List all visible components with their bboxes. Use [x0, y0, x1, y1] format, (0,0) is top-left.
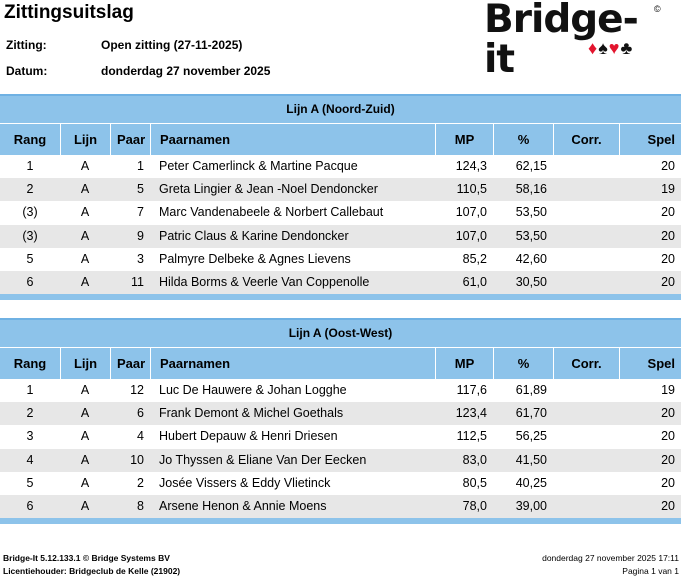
datum-label: Datum:: [6, 64, 48, 78]
cell-corr: [553, 178, 619, 201]
table-row: [0, 472, 681, 495]
cell-lijn: A: [80, 228, 90, 243]
cell-mp: 83,0: [462, 452, 487, 467]
cell-pct: 41,50: [515, 452, 547, 467]
table-row: [0, 225, 681, 248]
cell-rang: 5: [26, 251, 34, 266]
cell-pct: 40,25: [515, 475, 547, 490]
table-row: [0, 248, 681, 271]
table-row: [0, 425, 681, 448]
col-corr: Corr.: [553, 124, 619, 155]
cell-lijn: A: [80, 429, 90, 444]
cell-lijn: A: [80, 406, 90, 421]
cell-rang: 1: [26, 383, 34, 397]
cell-paarnamen: Peter Camerlinck & Martine Pacque: [159, 159, 358, 173]
section-oost-west: [0, 318, 681, 524]
cell-spel: 20: [661, 429, 675, 444]
diamond-icon: ♦: [588, 38, 599, 58]
cell-paar: 6: [137, 406, 144, 421]
cell-pct: 61,70: [515, 406, 547, 421]
cell-paarnamen: Arsene Henon & Annie Moens: [159, 498, 327, 513]
cell-rang: (3): [22, 228, 38, 243]
cell-paarnamen: Marc Vandenabeele & Norbert Callebaut: [159, 205, 384, 220]
cell-spel: 19: [661, 383, 675, 397]
footer-license: Licentiehouder: Bridgeclub de Kelle (21902): [3, 566, 181, 576]
cell-corr: [553, 225, 619, 248]
cell-paar: 4: [137, 429, 144, 444]
cell-paar: 10: [130, 452, 144, 467]
table-row: [0, 402, 681, 425]
cell-pct: 39,00: [515, 498, 547, 513]
cell-pct: 56,25: [515, 429, 547, 444]
cell-lijn: A: [80, 205, 90, 220]
bridge-it-logo: [484, 0, 664, 82]
section-noord-zuid: [0, 94, 681, 300]
cell-paar: 12: [130, 383, 144, 397]
spade-icon: ♠: [598, 38, 609, 58]
cell-pct: 62,15: [515, 159, 547, 173]
footer-page: Pagina 1 van 1: [622, 566, 679, 576]
cell-paar: 7: [137, 205, 144, 220]
cell-mp: 85,2: [462, 251, 487, 266]
cell-mp: 107,0: [455, 228, 487, 243]
table-header: [0, 347, 681, 379]
cell-paar: 2: [137, 475, 144, 490]
cell-paarnamen: Palmyre Delbeke & Agnes Lievens: [159, 251, 351, 266]
col-mp: MP: [435, 348, 493, 379]
table-body: [0, 379, 681, 518]
cell-lijn: A: [80, 251, 90, 266]
cell-paar: 3: [137, 251, 144, 266]
col-spel: Spel: [619, 348, 681, 379]
col-corr: Corr.: [553, 348, 619, 379]
cell-mp: 112,5: [456, 429, 487, 444]
cell-rang: 3: [26, 429, 34, 444]
cell-lijn: A: [80, 452, 90, 467]
cell-corr: [553, 271, 619, 294]
cell-paarnamen: Patric Claus & Karine Dendoncker: [159, 228, 349, 243]
cell-corr: [553, 155, 619, 178]
logo-registered-mark: ©: [654, 4, 661, 14]
table-header: [0, 123, 681, 155]
cell-corr: [553, 379, 619, 402]
table-row: [0, 155, 681, 178]
cell-pct: 53,50: [515, 205, 547, 220]
cell-spel: 20: [661, 159, 675, 173]
heart-icon: ♥: [608, 38, 621, 58]
cell-rang: 2: [26, 406, 34, 421]
cell-mp: 124,3: [455, 159, 487, 173]
table-row: [0, 201, 681, 224]
cell-corr: [553, 425, 619, 448]
cell-spel: 20: [661, 452, 675, 467]
cell-rang: 5: [26, 475, 34, 490]
cell-rang: 6: [26, 498, 34, 513]
col-paar: Paar: [110, 124, 150, 155]
cell-lijn: A: [80, 274, 90, 289]
col-lijn: Lijn: [60, 124, 110, 155]
cell-spel: 20: [661, 406, 675, 421]
cell-pct: 61,89: [515, 383, 547, 397]
col-rang: Rang: [13, 356, 47, 371]
col-paar: Paar: [110, 348, 150, 379]
cell-paar: 5: [137, 182, 144, 197]
club-icon: ♣: [620, 38, 634, 58]
cell-paarnamen: Luc De Hauwere & Johan Logghe: [159, 383, 347, 397]
cell-spel: 20: [661, 475, 675, 490]
cell-mp: 80,5: [462, 475, 487, 490]
zitting-value: Open zitting (27-11-2025): [101, 38, 243, 52]
section-title: Lijn A (Noord-Zuid): [0, 94, 681, 123]
cell-spel: 20: [661, 251, 675, 266]
cell-rang: 2: [26, 182, 34, 197]
page-title: Zittingsuitslag: [4, 2, 134, 23]
cell-paarnamen: Greta Lingier & Jean -Noel Dendoncker: [159, 182, 378, 197]
cell-spel: 20: [661, 228, 675, 243]
footer-timestamp: donderdag 27 november 2025 17:11: [542, 553, 679, 563]
cell-pct: 30,50: [515, 274, 547, 289]
zitting-label: Zitting:: [6, 38, 47, 52]
cell-lijn: A: [80, 383, 90, 397]
table-row: [0, 271, 681, 294]
table-body: [0, 155, 681, 294]
footer-version: Bridge-It 5.12.133.1 © Bridge Systems BV: [3, 553, 170, 563]
cell-rang: (3): [22, 205, 38, 220]
cell-mp: 110,5: [456, 182, 487, 197]
cell-lijn: A: [80, 498, 90, 513]
cell-corr: [553, 449, 619, 472]
cell-rang: 1: [26, 159, 34, 173]
col-pct: %: [493, 124, 553, 155]
cell-mp: 78,0: [462, 498, 487, 513]
col-paarnamen: Paarnamen: [150, 124, 435, 155]
cell-spel: 20: [661, 205, 675, 220]
table-row: [0, 178, 681, 201]
cell-corr: [553, 495, 619, 518]
cell-paarnamen: Josée Vissers & Eddy Vlietinck: [159, 475, 331, 490]
card-suits-icon: [588, 38, 633, 59]
cell-corr: [553, 402, 619, 425]
cell-mp: 107,0: [455, 205, 487, 220]
col-spel: Spel: [619, 124, 681, 155]
cell-corr: [553, 472, 619, 495]
cell-paarnamen: Frank Demont & Michel Goethals: [159, 406, 344, 421]
cell-paar: 11: [131, 274, 144, 289]
cell-pct: 53,50: [515, 228, 547, 243]
datum-value: donderdag 27 november 2025: [101, 64, 271, 78]
cell-pct: 42,60: [515, 251, 547, 266]
col-rang: Rang: [13, 132, 47, 147]
cell-rang: 6: [26, 274, 34, 289]
section-title: Lijn A (Oost-West): [0, 318, 681, 347]
cell-pct: 58,16: [515, 182, 547, 197]
cell-paarnamen: Jo Thyssen & Eliane Van Der Eecken: [159, 452, 367, 467]
cell-lijn: A: [80, 182, 90, 197]
col-pct: %: [493, 348, 553, 379]
cell-mp: 117,6: [456, 383, 487, 397]
cell-spel: 19: [661, 182, 675, 197]
cell-paarnamen: Hubert Depauw & Henri Driesen: [159, 429, 338, 444]
col-lijn: Lijn: [60, 348, 110, 379]
cell-paar: 8: [137, 498, 144, 513]
cell-mp: 61,0: [462, 274, 487, 289]
cell-paar: 9: [137, 228, 144, 243]
cell-rang: 4: [26, 452, 34, 467]
logo-text: Bridge-it: [484, 0, 638, 82]
cell-spel: 20: [661, 498, 675, 513]
col-paarnamen: Paarnamen: [150, 348, 435, 379]
section-bottom-bar: [0, 294, 681, 300]
cell-spel: 20: [661, 274, 675, 289]
table-row: [0, 449, 681, 472]
section-bottom-bar: [0, 518, 681, 524]
cell-mp: 123,4: [455, 406, 487, 421]
cell-corr: [553, 201, 619, 224]
table-row: [0, 495, 681, 518]
cell-paarnamen: Hilda Borms & Veerle Van Coppenolle: [159, 274, 370, 289]
cell-paar: 1: [137, 159, 144, 173]
col-mp: MP: [435, 124, 493, 155]
cell-lijn: A: [80, 159, 90, 173]
cell-corr: [553, 248, 619, 271]
table-row: [0, 379, 681, 402]
cell-lijn: A: [80, 475, 90, 490]
